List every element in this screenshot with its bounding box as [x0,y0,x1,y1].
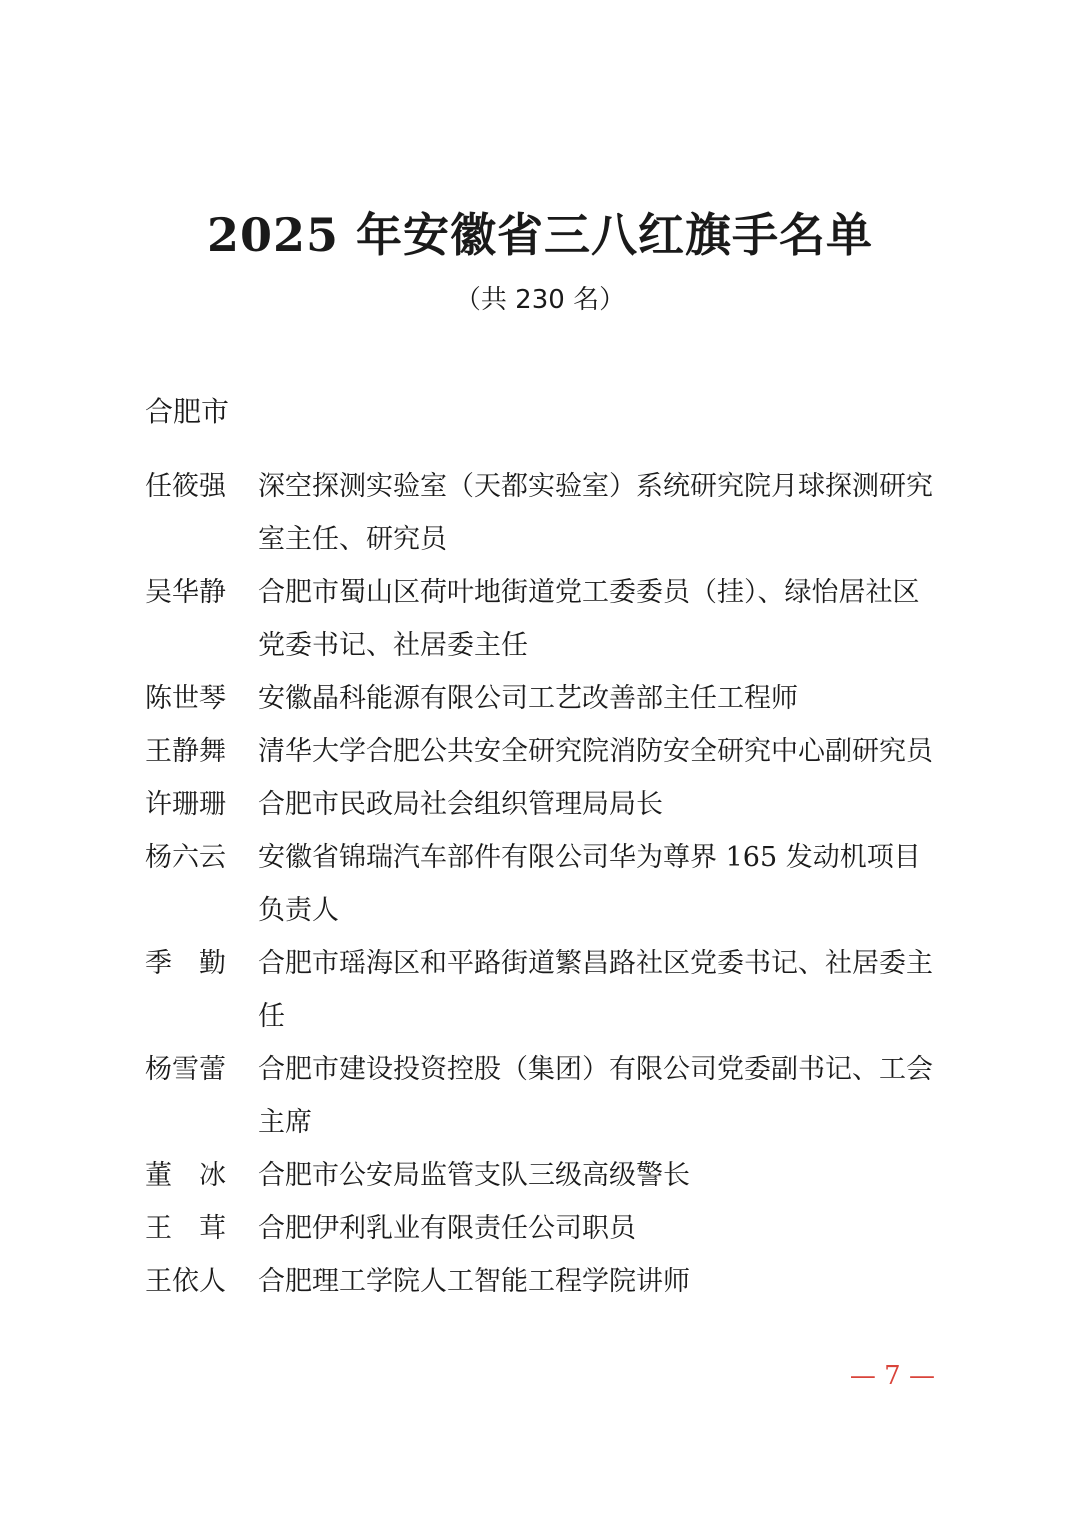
list-item [145,831,945,937]
list-item [145,1043,945,1149]
list-item [145,1255,945,1308]
list-item [145,566,945,672]
honoree-description: 合肥市瑶海区和平路街道繁昌路社区党委书记、社居委主任 [258,948,933,1032]
honoree-description: 深空探测实验室（天都实验室）系统研究院月球探测研究室主任、研究员 [258,471,933,555]
list-item [145,937,945,1043]
honoree-name: 王依人 [145,1266,226,1297]
list-item [145,1202,945,1255]
honoree-description: 合肥市民政局社会组织管理局局长 [258,789,663,820]
honoree-description: 合肥理工学院人工智能工程学院讲师 [258,1266,690,1297]
honoree-name: 董冰 [145,1160,253,1191]
honoree-description: 合肥市蜀山区荷叶地街道党工委委员（挂）、绿怡居社区党委书记、社居委主任 [258,577,920,661]
honoree-description: 安徽晶科能源有限公司工艺改善部主任工程师 [258,683,798,714]
honoree-name: 吴华静 [145,577,226,608]
list-item [145,460,945,566]
honoree-name: 杨六云 [145,842,226,873]
page-number: — 7 — [849,1361,935,1391]
list-item [145,778,945,831]
honoree-description: 安徽省锦瑞汽车部件有限公司华为尊界 165 发动机项目负责人 [258,842,921,926]
honoree-description: 清华大学合肥公共安全研究院消防安全研究中心副研究员 [258,736,933,767]
list-item [145,672,945,725]
list-item [145,725,945,778]
honoree-description: 合肥市公安局监管支队三级高级警长 [258,1160,690,1191]
honoree-description: 合肥市建设投资控股（集团）有限公司党委副书记、工会主席 [258,1054,933,1138]
honoree-name: 杨雪蕾 [145,1054,226,1085]
document-title: 2025 年安徽省三八红旗手名单 [206,208,874,262]
honoree-name: 任筱强 [145,471,226,502]
honoree-name: 陈世琴 [145,683,226,714]
honoree-name: 许珊珊 [145,789,226,820]
section-heading-city: 合肥市 [145,395,230,428]
honoree-name: 季勤 [145,948,253,979]
honoree-list [145,460,945,1308]
list-item [145,1149,945,1202]
document-subtitle: （共 230 名） [454,285,626,315]
honoree-name: 王茸 [145,1213,253,1244]
honoree-description: 合肥伊利乳业有限责任公司职员 [258,1213,636,1244]
honoree-name: 王静舞 [145,736,226,767]
